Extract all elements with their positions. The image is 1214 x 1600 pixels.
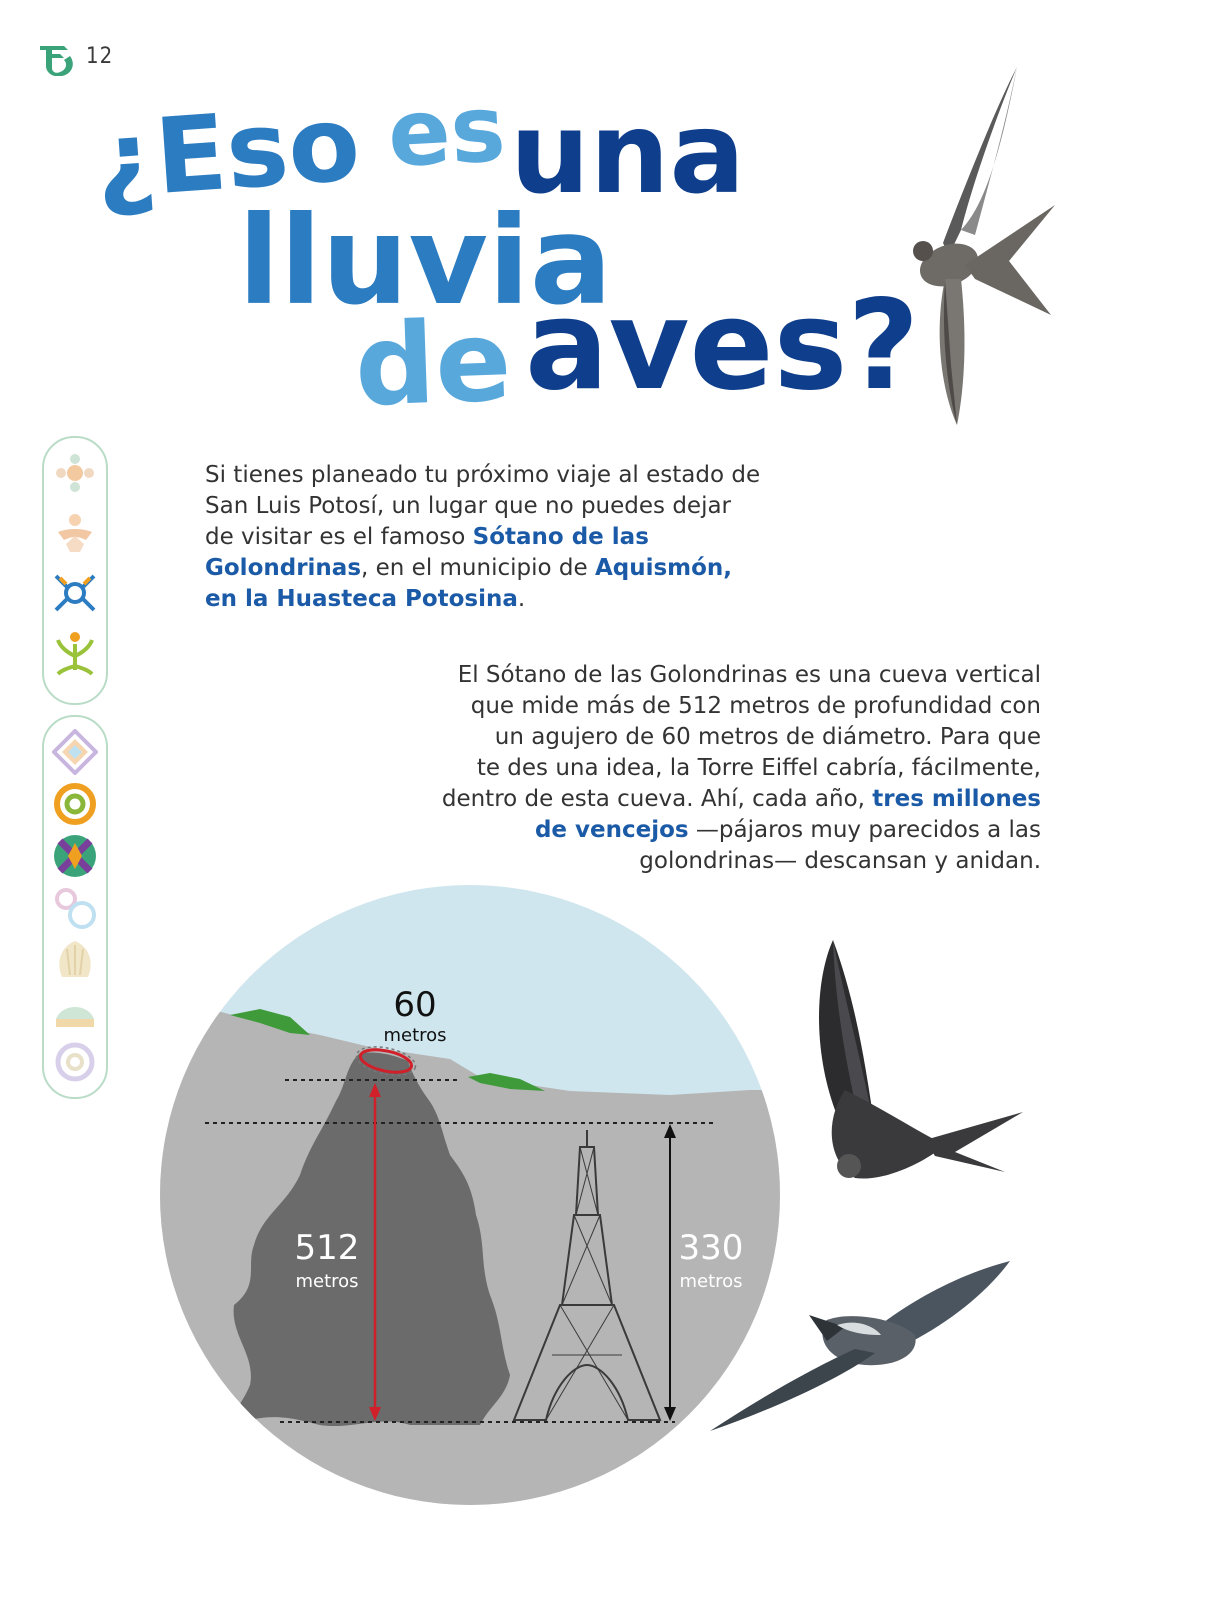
compass-rose-icon — [52, 833, 98, 879]
title-word-una: una — [510, 89, 746, 219]
star-diamond-icon — [52, 729, 98, 775]
cave-diagram-graphic — [150, 885, 790, 1505]
intro-text: San Luis Potosí, un lugar que no puedes dejar — [205, 493, 732, 519]
swift-bird-image-middle — [805, 940, 1025, 1190]
hole-unit-label: metros — [383, 1025, 447, 1046]
cave-diagram — [150, 885, 790, 1505]
title-word-lluvia: lluvia — [238, 190, 613, 332]
title-word-eso: ¿Eso — [91, 81, 364, 223]
linked-rings-icon — [52, 885, 98, 931]
intro-text: de visitar es el famoso — [205, 524, 473, 550]
circle-cycle-icon — [52, 1039, 98, 1085]
intro-text: Si tienes planeado tu próximo viaje al estado de — [205, 462, 761, 488]
book-logo-icon — [38, 42, 78, 76]
description-text: dentro de esta cueva. Ahí, cada año, — [441, 786, 873, 812]
title-word-es: es — [385, 75, 508, 188]
tower-unit-label: metros — [679, 1271, 743, 1292]
highlight-place-name: Aquismón, — [594, 555, 733, 581]
sidebar-icon-group-2 — [42, 715, 108, 1099]
intro-text: , en el municipio de — [361, 555, 595, 581]
shell-icon — [52, 937, 98, 983]
sidebar-icon-group-1 — [42, 436, 108, 705]
landscape-icon — [52, 989, 98, 1035]
tower-value-label: 330 — [678, 1228, 744, 1268]
highlight-place-name: Sótano de las — [472, 524, 649, 550]
title-word-aves: aves? — [525, 274, 920, 418]
person-outline-icon — [52, 510, 98, 556]
description-text: un agujero de 60 metros de diámetro. Para que — [494, 724, 1041, 750]
highlight-place-name: Golondrinas — [205, 555, 362, 581]
description-text: —pájaros muy parecidos a las — [688, 817, 1041, 843]
description-paragraph — [335, 660, 1041, 877]
highlight-bird-name: de vencejos — [534, 817, 689, 843]
hole-value-label: 60 — [393, 985, 437, 1025]
cave-value-label: 512 — [294, 1228, 360, 1268]
flower-icon — [52, 450, 98, 496]
description-text: que mide más de 512 metros de profundidad con — [470, 693, 1041, 719]
target-ring-icon — [52, 781, 98, 827]
plant-person-icon — [52, 630, 98, 676]
title-word-de: de — [352, 296, 514, 432]
description-text: te des una idea, la Torre Eiffel cabría, fácilmente, — [476, 755, 1041, 781]
intro-paragraph — [205, 460, 865, 615]
people-symbol-icon — [52, 570, 98, 616]
highlight-count: tres millones — [872, 786, 1041, 812]
page-number: 12 — [86, 44, 114, 69]
cave-unit-label: metros — [295, 1271, 359, 1292]
description-text: El Sótano de las Golondrinas es una cueva vertical — [457, 662, 1041, 688]
swift-bird-image-bottom — [705, 1255, 1020, 1445]
highlight-place-name: en la Huasteca Potosina — [205, 586, 518, 612]
swift-bird-image-top — [905, 65, 1065, 435]
description-text: golondrinas— descansan y anidan. — [639, 848, 1041, 874]
intro-text: . — [517, 586, 526, 612]
